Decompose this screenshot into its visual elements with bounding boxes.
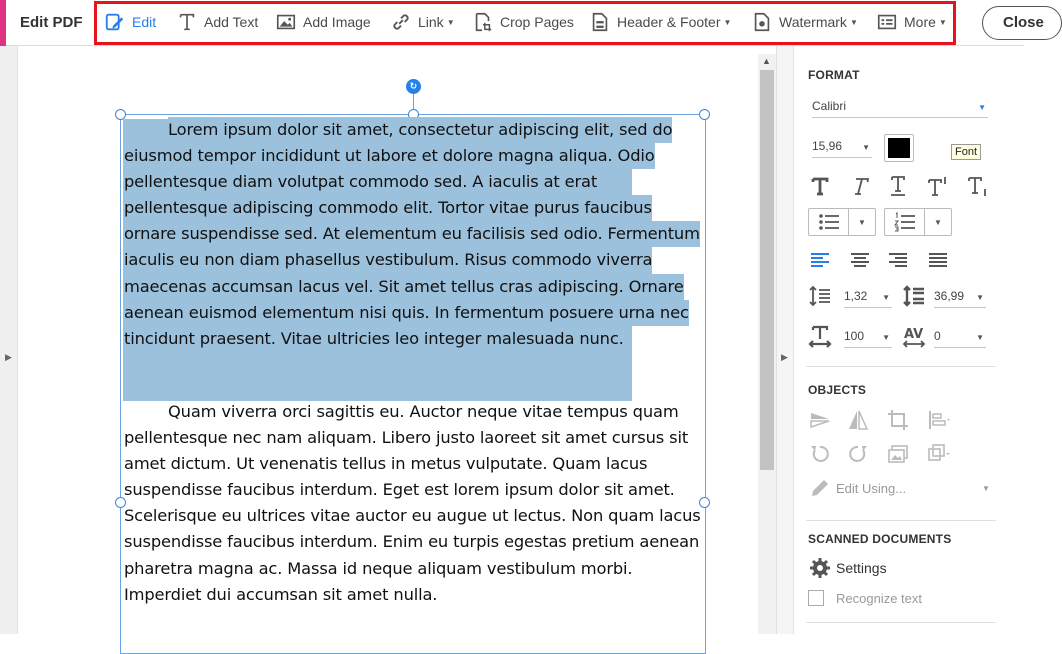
section-divider [806, 366, 996, 367]
rotate-right-icon [846, 442, 870, 466]
recognize-text-checkbox[interactable] [808, 590, 824, 606]
font-size-value: 15,96 [812, 139, 843, 153]
header-footer-icon [589, 11, 611, 33]
chevron-up-icon[interactable]: ▲ [762, 56, 771, 66]
text-line: Quam viverra orci sagittis eu. Auctor neque vitae tempus quam [168, 402, 679, 421]
replace-image-icon [886, 442, 910, 466]
scrollbar-thumb[interactable] [760, 70, 774, 470]
text-line: Imperdiet dui accumsan sit amet nulla. [124, 584, 438, 604]
color-swatch [888, 138, 910, 158]
align-right-icon [886, 248, 910, 272]
paragraph-2[interactable] [124, 399, 704, 608]
chevron-down-icon: ▼ [882, 293, 890, 302]
align-left-button[interactable] [808, 248, 832, 272]
gear-icon [808, 556, 830, 578]
watermark-button[interactable] [751, 10, 858, 34]
italic-button[interactable] [848, 174, 872, 198]
link-icon [390, 11, 412, 33]
rotate-handle-icon[interactable]: ↻ [406, 79, 421, 94]
replace-image-button[interactable] [886, 442, 910, 466]
align-objects-icon [926, 408, 950, 432]
subscript-button[interactable] [966, 174, 990, 198]
close-button[interactable]: Close [982, 6, 1062, 40]
header-footer-label: Header & Footer [617, 14, 721, 30]
italic-t-icon [848, 174, 872, 198]
right-panel-toggle[interactable] [776, 46, 794, 634]
font-family-dropdown[interactable] [812, 96, 988, 118]
top-toolbar [0, 0, 1044, 46]
text-line: maecenas accumsan lacus vel. Sit amet tellus cras adipiscing. Ornare [124, 274, 684, 300]
recognize-text-label: Recognize text [836, 591, 922, 606]
horizontal-scale-value: 100 [844, 329, 865, 343]
character-spacing-dropdown[interactable] [934, 326, 986, 348]
text-line: Lorem ipsum dolor sit amet, consectetur adipiscing elit, sed do [168, 117, 672, 143]
superscript-button[interactable] [926, 174, 950, 198]
more-icon [876, 11, 898, 33]
add-text-button[interactable] [176, 10, 258, 34]
font-family-value: Calibri [812, 99, 847, 113]
align-right-button[interactable] [886, 248, 910, 272]
align-left-icon [808, 248, 832, 272]
flip-horizontal-button[interactable] [846, 408, 870, 432]
text-line: iaculis eu non diam phasellus vestibulum. Risus commodo viverra [124, 247, 652, 273]
crop-icon [886, 408, 910, 432]
paragraph-1[interactable] [124, 117, 704, 352]
add-image-icon [275, 11, 297, 33]
chevron-down-icon: ▼ [849, 17, 858, 27]
line-spacing-value: 1,32 [844, 289, 868, 303]
rotate-left-button[interactable] [808, 442, 832, 466]
document-canvas [18, 46, 758, 634]
text-line: Scelerisque eu ultrices vitae auctor eu augue ut lectus. Non quam lacus [124, 506, 701, 526]
rotate-left-icon [808, 442, 832, 466]
text-line: ornare suspendisse sed. At elementum eu facilisis sed odio. Fermentum [124, 221, 700, 247]
add-text-label: Add Text [204, 14, 259, 30]
chevron-down-icon: ▼ [934, 217, 942, 227]
edit-label: Edit [132, 14, 157, 30]
text-line: suspendisse faucibus interdum. Eget est lorem ipsum dolor sit amet. [124, 480, 675, 500]
chevron-down-icon: ▼ [982, 484, 990, 493]
objects-heading: OBJECTS [808, 383, 867, 397]
left-panel-toggle[interactable] [0, 46, 18, 634]
horizontal-scale-icon [808, 324, 832, 348]
chevron-down-icon: ▼ [938, 17, 947, 27]
text-line: pellentesque adipiscing commodo elit. Tortor vitae purus faucibus [124, 195, 652, 221]
link-label: Link [418, 14, 444, 30]
chevron-down-icon: ▼ [446, 17, 455, 27]
edit-using-pencil-icon [808, 476, 832, 500]
text-line: amet dictum. Ut venenatis tellus in metus vulputate. Quam lacus [124, 454, 648, 474]
flip-vertical-icon [808, 408, 832, 432]
scanned-documents-heading: SCANNED DOCUMENTS [808, 532, 952, 546]
bullet-list-icon [809, 209, 849, 235]
numbered-list-icon [885, 209, 925, 235]
settings-button[interactable]: Settings [836, 560, 887, 576]
add-image-button[interactable] [275, 10, 371, 34]
more-button[interactable] [876, 10, 947, 34]
edit-button[interactable] [104, 10, 156, 34]
horizontal-scale-dropdown[interactable] [844, 326, 892, 348]
superscript-icon [926, 174, 950, 198]
brand-accent-bar [0, 0, 6, 46]
chevron-down-icon: ▼ [978, 103, 986, 112]
app-title: Edit PDF [20, 14, 83, 31]
text-line: suspendisse faucibus interdum. Enim eu turpis egestas pretium aenean [124, 532, 700, 552]
section-divider [806, 520, 996, 521]
subscript-icon [966, 174, 990, 198]
character-spacing-icon [902, 324, 926, 348]
font-size-dropdown[interactable] [812, 136, 872, 158]
add-image-label: Add Image [303, 14, 371, 30]
justify-button[interactable] [926, 248, 950, 272]
paragraph-spacing-dropdown[interactable] [934, 286, 986, 308]
edit-using-button[interactable]: Edit Using... [836, 481, 907, 496]
align-center-icon [848, 248, 872, 272]
more-label: More [904, 14, 936, 30]
text-color-picker[interactable] [884, 134, 914, 162]
paragraph-spacing-value: 36,99 [934, 289, 965, 303]
crop-image-button[interactable] [886, 408, 910, 432]
crop-pages-label: Crop Pages [500, 14, 574, 30]
line-spacing-icon [808, 284, 832, 308]
character-spacing-value: 0 [934, 329, 941, 343]
chevron-down-icon: ▼ [723, 17, 732, 27]
text-line: tincidunt praesent. Vitae ultricies leo integer malesuada nunc. [124, 326, 624, 352]
tooltip: Font [951, 144, 981, 160]
text-line: aenean euismod elementum nisi quis. In fermentum posuere urna nec [124, 300, 689, 326]
crop-pages-button[interactable] [472, 10, 574, 34]
chevron-down-icon: ▼ [882, 333, 890, 342]
chevron-down-icon: ▼ [862, 143, 870, 152]
text-box-frame[interactable] [120, 81, 706, 654]
svg-text:AV: AV [904, 327, 924, 342]
paragraph-spacing-icon [902, 284, 926, 308]
text-line: pellentesque diam volutpat commodo sed. A iaculis at erat [124, 169, 597, 195]
text-line: pharetra magna ac. Massa id neque aliquam vestibulum morbi. [124, 558, 633, 578]
text-line: pellentesque nec nam aliquam. Libero justo laoreet sit amet cursus sit [124, 428, 689, 448]
chevron-down-icon: ▼ [858, 217, 866, 227]
section-divider [806, 622, 996, 623]
justify-icon [926, 248, 950, 272]
line-spacing-dropdown[interactable] [844, 286, 892, 308]
flip-vertical-button[interactable] [808, 408, 832, 432]
numbered-list-button[interactable] [884, 208, 952, 236]
bold-t-icon [808, 174, 832, 198]
align-objects-button[interactable] [926, 408, 950, 432]
flip-horizontal-icon [846, 408, 870, 432]
text-line: eiusmod tempor incididunt ut labore et dolore magna aliqua. Odio [124, 143, 655, 169]
header-footer-button[interactable] [589, 10, 731, 34]
watermark-label: Watermark [779, 14, 847, 30]
chevron-right-icon: ▶ [5, 352, 12, 362]
chevron-down-icon: ▼ [976, 333, 984, 342]
rotate-right-button[interactable] [846, 442, 870, 466]
underline-button[interactable] [886, 174, 910, 198]
edit-icon [104, 11, 126, 33]
chevron-right-icon: ▶ [781, 352, 788, 362]
format-panel [794, 46, 1024, 634]
align-center-button[interactable] [848, 248, 872, 272]
format-heading: FORMAT [808, 68, 860, 82]
bullet-list-button[interactable] [808, 208, 876, 236]
bold-button[interactable] [808, 174, 832, 198]
watermark-icon [751, 11, 773, 33]
underline-t-icon [886, 174, 910, 198]
arrange-icon [926, 442, 950, 466]
link-button[interactable] [390, 10, 455, 34]
crop-pages-icon [472, 11, 494, 33]
vertical-scrollbar[interactable] [758, 54, 776, 634]
chevron-down-icon: ▼ [976, 293, 984, 302]
add-text-icon [176, 11, 198, 33]
arrange-button[interactable] [926, 442, 950, 466]
